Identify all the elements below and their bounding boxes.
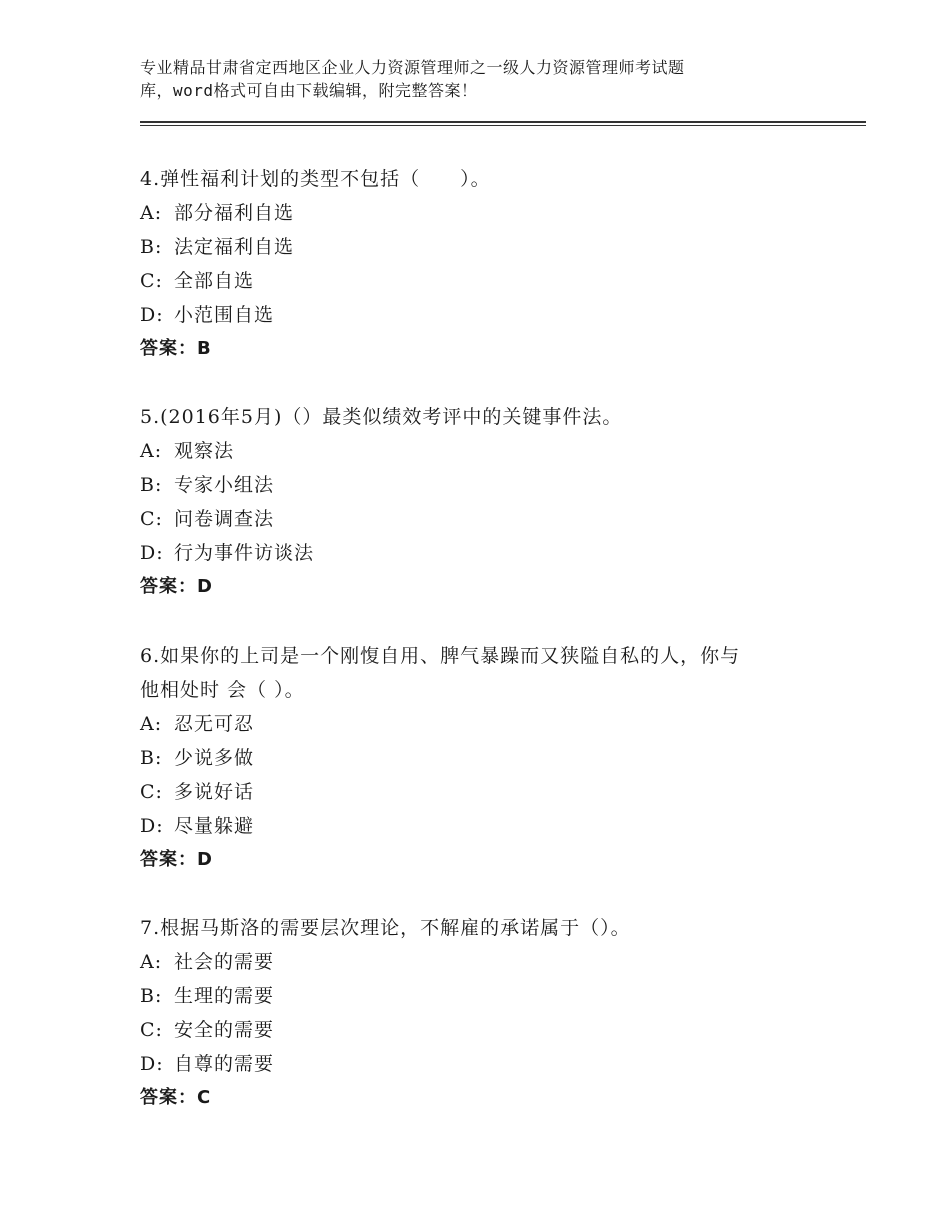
option-c [140, 1013, 840, 1047]
option-text: 生理的需要 [174, 985, 275, 1007]
option-text: 行为事件访谈法 [174, 542, 315, 564]
answer-line: 答案：C [140, 1087, 212, 1108]
document-header [140, 56, 800, 102]
option-d [140, 298, 840, 332]
option-key: B: [140, 747, 163, 769]
question-6 [140, 639, 840, 877]
option-text: 忍无可忍 [174, 713, 255, 735]
answer-line: 答案：D [140, 576, 213, 597]
answer-line: 答案：B [140, 338, 212, 359]
option-b [140, 979, 840, 1013]
option-text: 尽量躲避 [174, 815, 255, 837]
option-key: C: [140, 1019, 163, 1041]
option-b [140, 230, 840, 264]
option-key: D: [140, 815, 164, 837]
answer-line: 答案：D [140, 849, 213, 870]
option-text: 全部自选 [174, 270, 255, 292]
option-text: 部分福利自选 [174, 202, 295, 224]
question-stem: 7.根据马斯洛的需要层次理论，不解雇的承诺属于（）。 [140, 917, 631, 939]
option-key: A: [140, 713, 163, 735]
option-text: 小范围自选 [174, 304, 275, 326]
option-text: 自尊的需要 [174, 1053, 275, 1075]
question-4 [140, 162, 840, 366]
option-a [140, 707, 840, 741]
header-line-2: 库，word格式可自由下载编辑，附完整答案！ [140, 81, 478, 100]
option-b [140, 741, 840, 775]
option-key: D: [140, 542, 164, 564]
option-b [140, 468, 840, 502]
option-key: B: [140, 236, 163, 258]
question-5 [140, 400, 840, 604]
option-text: 观察法 [174, 440, 235, 462]
option-text: 少说多做 [174, 747, 255, 769]
option-text: 社会的需要 [174, 951, 275, 973]
header-divider-thin [140, 125, 866, 126]
option-key: A: [140, 440, 163, 462]
option-a [140, 196, 840, 230]
option-d [140, 809, 840, 843]
question-stem: 6.如果你的上司是一个刚愎自用、脾气暴躁而又狭隘自私的人，你与 [140, 645, 741, 667]
option-d [140, 1047, 840, 1081]
option-key: A: [140, 202, 163, 224]
option-text: 安全的需要 [174, 1019, 275, 1041]
option-key: B: [140, 985, 163, 1007]
option-c [140, 264, 840, 298]
option-c [140, 502, 840, 536]
question-stem: 5.(2016年5月)（）最类似绩效考评中的关键事件法。 [140, 406, 623, 428]
option-key: D: [140, 304, 164, 326]
option-key: D: [140, 1053, 164, 1075]
question-stem-continued: 他相处时 会（ ）。 [140, 679, 305, 701]
option-key: A: [140, 951, 163, 973]
option-text: 问卷调查法 [174, 508, 275, 530]
option-key: C: [140, 508, 163, 530]
question-stem: 4.弹性福利计划的类型不包括（ ）。 [140, 168, 491, 190]
option-text: 多说好话 [174, 781, 255, 803]
option-c [140, 775, 840, 809]
option-d [140, 536, 840, 570]
header-line-1: 专业精品甘肃省定西地区企业人力资源管理师之一级人力资源管理师考试题 [140, 58, 685, 77]
option-key: C: [140, 270, 163, 292]
question-7 [140, 911, 840, 1115]
option-text: 法定福利自选 [174, 236, 295, 258]
option-key: C: [140, 781, 163, 803]
option-text: 专家小组法 [174, 474, 275, 496]
header-divider-thick [140, 121, 866, 123]
option-a [140, 945, 840, 979]
option-a [140, 434, 840, 468]
option-key: B: [140, 474, 163, 496]
